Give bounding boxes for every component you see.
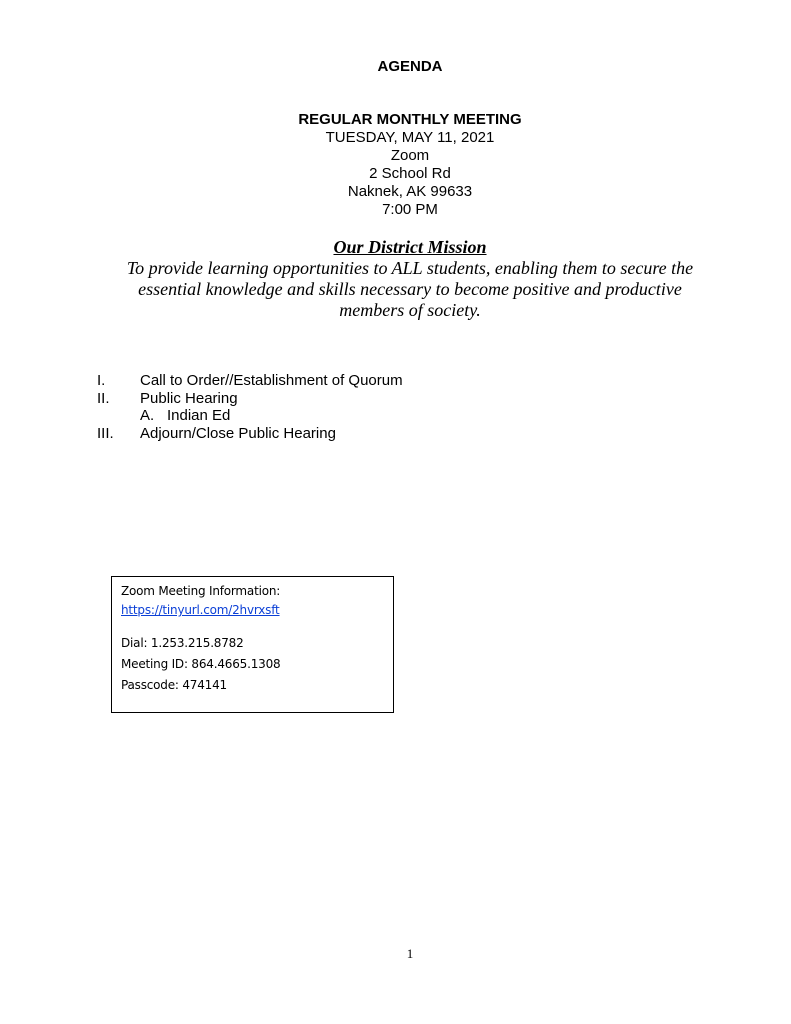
agenda-item-number: I.	[97, 372, 106, 389]
zoom-heading: Zoom Meeting Information:	[121, 584, 281, 598]
agenda-item-number: III.	[97, 424, 114, 442]
mission-line: To provide learning opportunities to ALL students, enabling them to secure the	[126, 258, 694, 278]
agenda-title: AGENDA	[377, 58, 443, 75]
meeting-time: 7:00 PM	[382, 201, 438, 218]
mission-line: members of society.	[339, 300, 481, 320]
agenda-subitem-text: Indian Ed	[167, 407, 231, 424]
meeting-city: Naknek, AK 99633	[347, 183, 473, 200]
agenda-item-text: Public Hearing	[140, 389, 238, 407]
zoom-info-box	[111, 576, 394, 713]
meeting-date: TUESDAY, MAY 11, 2021	[325, 129, 495, 146]
agenda-item-text: Call to Order//Establishment of Quorum	[140, 372, 403, 389]
zoom-dial: Dial: 1.253.215.8782	[121, 636, 244, 650]
zoom-meeting-link[interactable]: https://tinyurl.com/2hvrxsft	[121, 603, 280, 617]
mission-title: Our District Mission	[333, 237, 487, 257]
agenda-item-number: II.	[97, 389, 110, 407]
meeting-venue: Zoom	[390, 147, 430, 164]
zoom-meeting-id: Meeting ID: 864.4665.1308	[121, 657, 281, 671]
agenda-item-text: Adjourn/Close Public Hearing	[140, 424, 336, 442]
zoom-passcode: Passcode: 474141	[121, 678, 227, 692]
mission-statement	[0, 258, 791, 321]
page-number: 1	[406, 946, 414, 961]
meeting-type: REGULAR MONTHLY MEETING	[298, 111, 522, 128]
meeting-street: 2 School Rd	[369, 165, 451, 182]
mission-line: essential knowledge and skills necessary to become positive and productive	[138, 279, 682, 299]
agenda-subitem-number: A.	[140, 407, 155, 424]
